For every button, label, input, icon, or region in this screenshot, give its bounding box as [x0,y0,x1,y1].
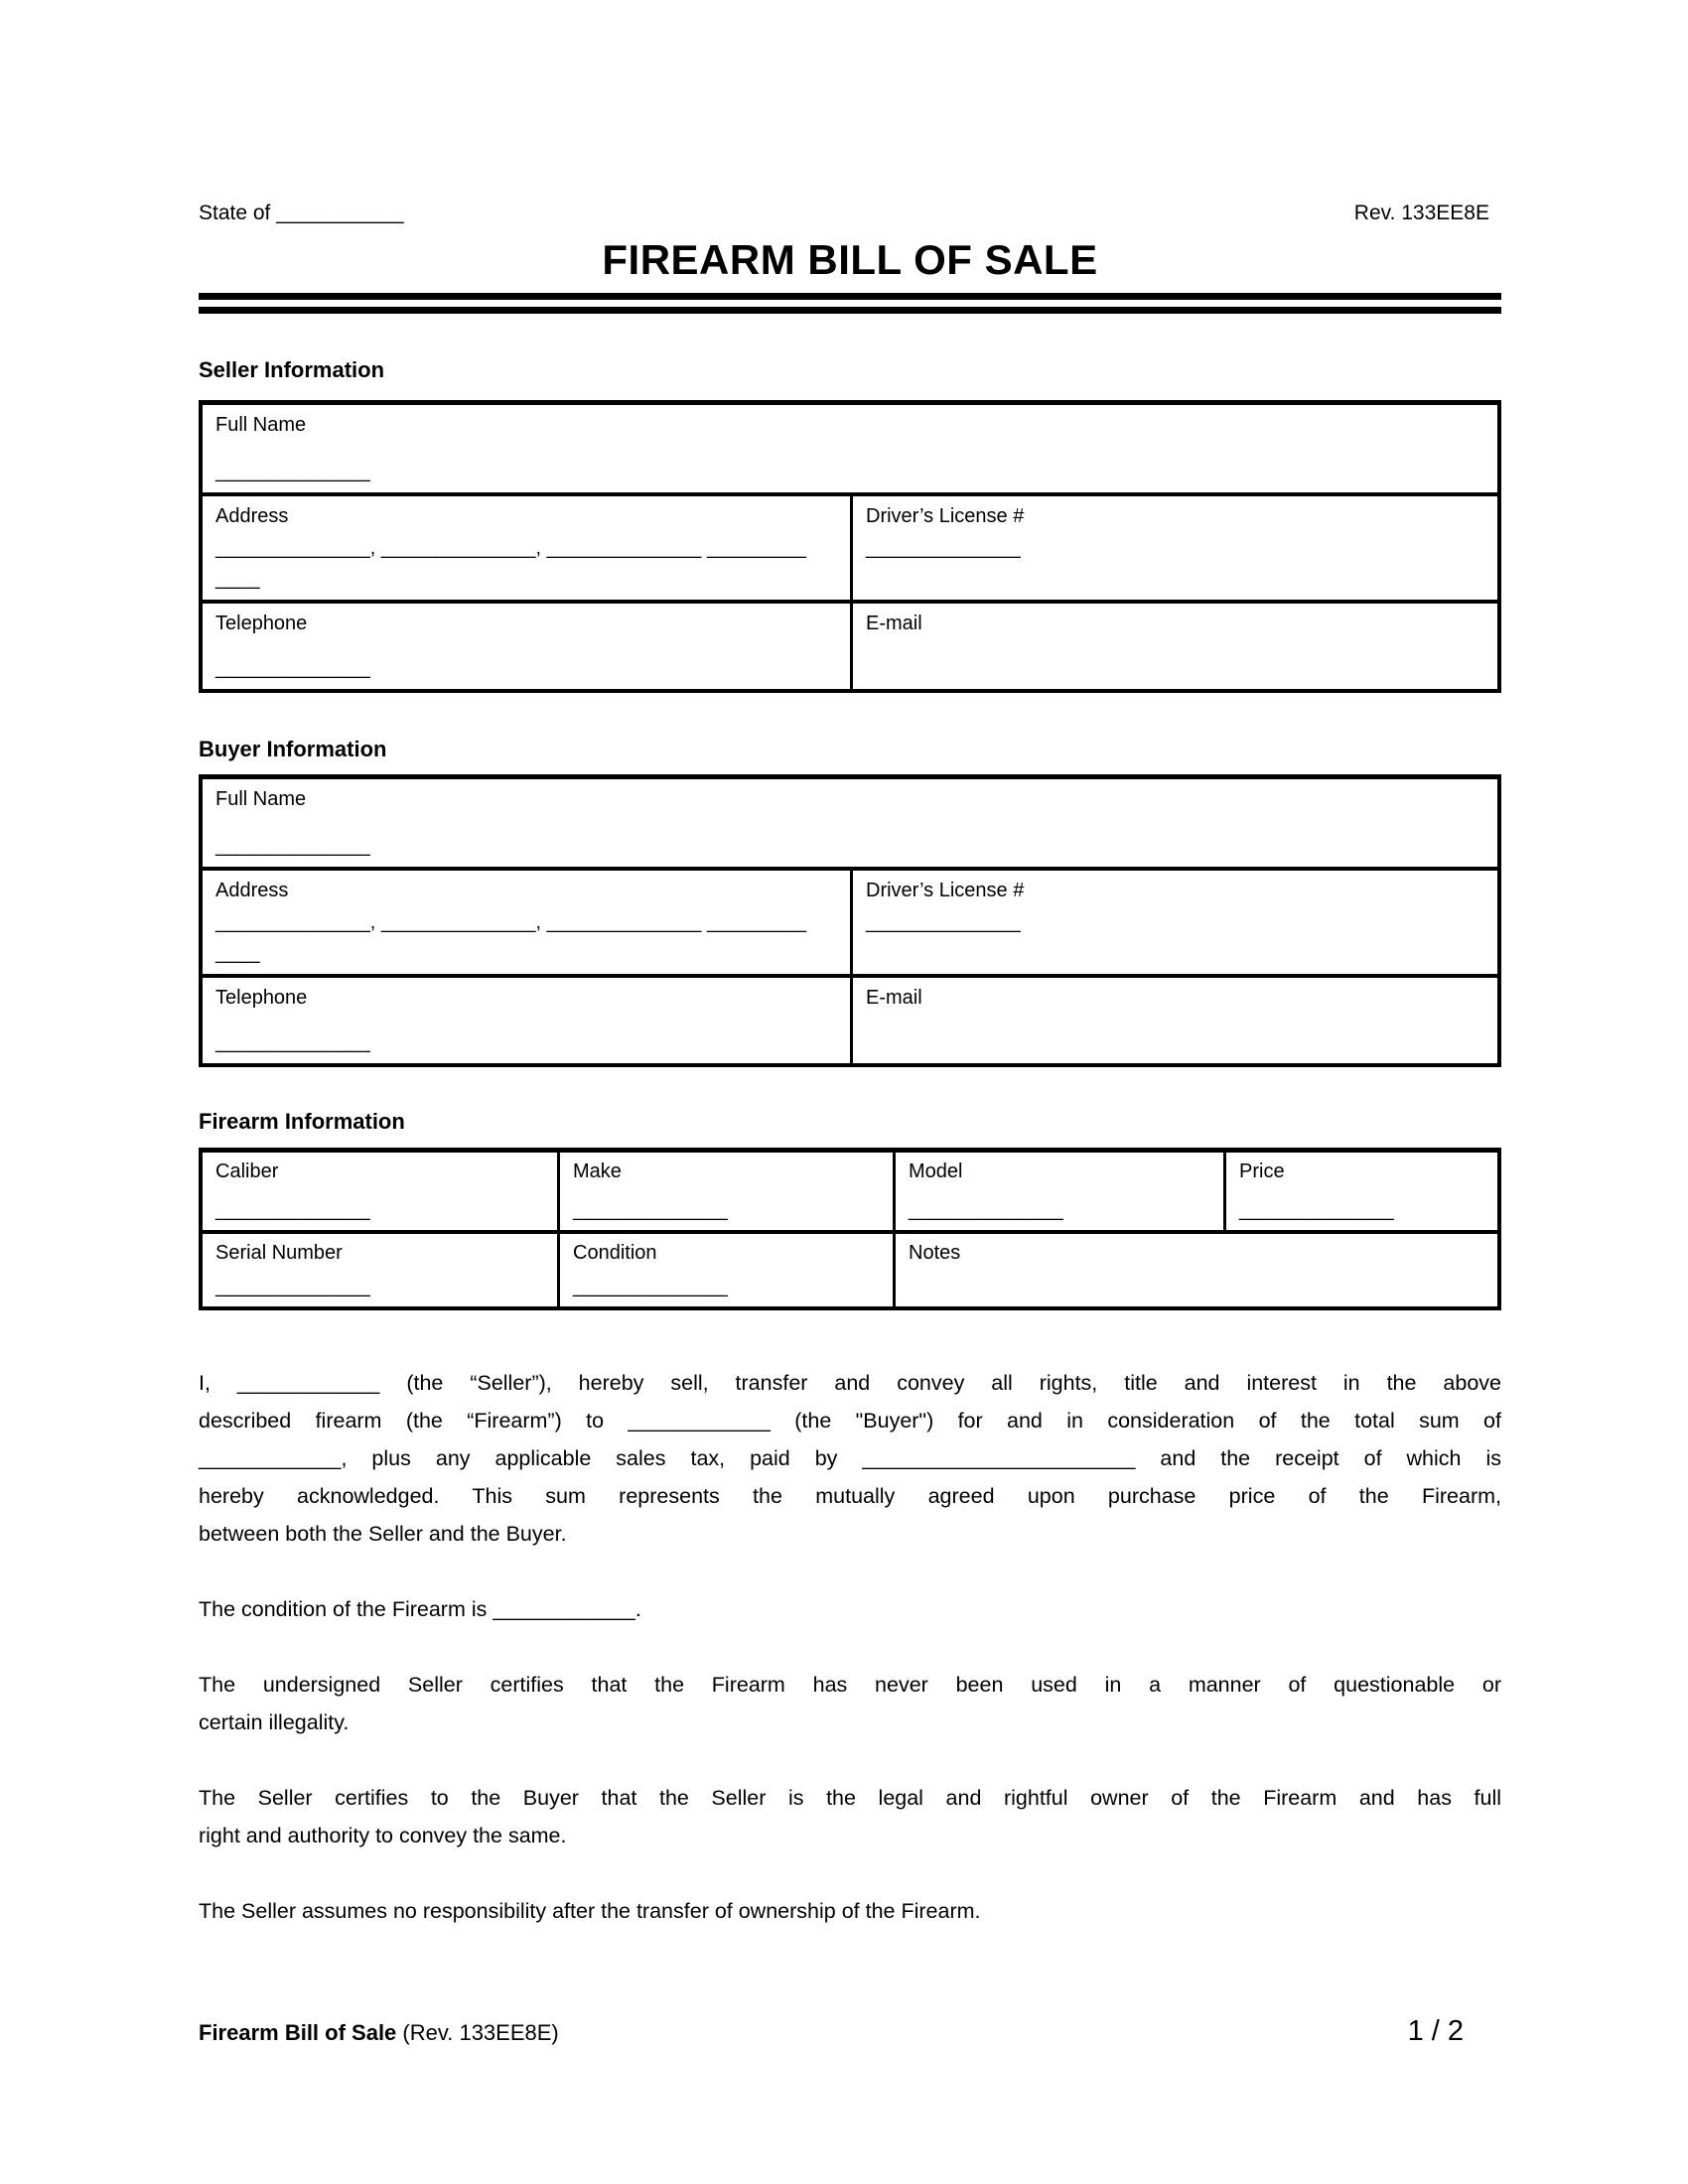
paragraph-ownership [199,1779,1501,1854]
address-blank-line2: ____ [215,942,260,964]
address-label: Address [215,880,289,901]
paragraph-legality [199,1666,1501,1741]
address-blank-line2: ____ [215,568,260,590]
paragraph-line: certain illegality. [199,1710,350,1734]
table-row [203,1153,1497,1230]
drivers-license-blank: ______________ [866,911,1021,933]
buyer-full-name-cell [203,779,1497,867]
state-of-field [199,202,404,225]
firearm-section-heading: Firearm Information [199,1109,405,1134]
table-row [203,867,1497,974]
table-row [203,779,1497,867]
telephone-label: Telephone [215,987,308,1009]
spacer [866,943,867,965]
paragraph-line: The undersigned Seller certifies that the Firearm has never been used in a manner of questionable or [199,1673,1501,1697]
model-cell [893,1153,1223,1230]
email-label: E-mail [866,987,922,1009]
state-of-blank: ___________ [276,202,404,224]
buyer-telephone-cell [203,978,850,1063]
paragraph-line: ____________, plus any applicable sales tax, paid by _______________________ and the receipt of which is [199,1446,1501,1470]
paragraph-line: The condition of the Firearm is ____________. [199,1597,641,1621]
seller-telephone-cell [203,604,850,689]
price-label: Price [1239,1160,1285,1182]
paragraph-line: The Seller assumes no responsibility after the transfer of ownership of the Firearm. [199,1899,981,1923]
paragraph-line: described firearm (the “Firearm”) to ____________ (the "Buyer") for and in consideration of the total sum of [199,1409,1501,1433]
firearm-info-table [199,1148,1501,1310]
caliber-blank: ______________ [215,1199,370,1221]
page-number: 1 / 2 [1407,2015,1464,2047]
address-blank-line1: ______________, ______________, ______________ _________ [215,536,807,559]
model-blank: ______________ [909,1199,1063,1221]
make-blank: ______________ [573,1199,728,1221]
serial-number-cell [203,1234,557,1306]
paragraph-line: I, ____________ (the “Seller”), hereby sell, transfer and convey all rights, title and interest in the above [199,1371,1501,1395]
caliber-label: Caliber [215,1160,279,1182]
seller-email-cell [850,604,1497,689]
notes-cell [893,1234,1497,1306]
serial-number-label: Serial Number [215,1242,343,1264]
table-row [203,600,1497,689]
full-name-label: Full Name [215,788,307,810]
buyer-drivers-license-cell [850,871,1497,974]
condition-cell [557,1234,893,1306]
model-label: Model [909,1160,963,1182]
agreement-text [199,1364,1501,1968]
revision-label: Rev. 133EE8E [1353,202,1489,224]
buyer-address-cell [203,871,850,974]
seller-section-heading: Seller Information [199,357,385,382]
table-row [203,974,1497,1063]
telephone-blank: ______________ [215,1031,370,1053]
full-name-blank: ______________ [215,835,370,857]
notes-label: Notes [909,1242,961,1264]
drivers-license-label: Driver’s License # [866,880,1025,901]
state-of-label: State of [199,202,271,224]
price-cell [1223,1153,1497,1230]
footer-document-title [199,2020,559,2046]
footer-revision: (Rev. 133EE8E) [402,2020,559,2045]
condition-label: Condition [573,1242,657,1264]
full-name-blank: ______________ [215,461,370,482]
make-label: Make [573,1160,622,1182]
page-footer [199,2015,1501,2048]
make-cell [557,1153,893,1230]
seller-address-cell [203,496,850,600]
address-blank-line1: ______________, ______________, ______________ _________ [215,910,807,933]
buyer-email-cell [850,978,1497,1063]
serial-number-blank: ______________ [215,1276,370,1297]
condition-blank: ______________ [573,1276,728,1297]
caliber-cell [203,1153,557,1230]
spacer [866,569,867,591]
seller-info-table [199,400,1501,693]
paragraph-line: hereby acknowledged. This sum represents the mutually agreed upon purchase price of the Firearm, [199,1484,1501,1508]
email-label: E-mail [866,613,922,634]
paragraph-line: between both the Seller and the Buyer. [199,1522,567,1546]
address-label: Address [215,505,289,527]
buyer-info-table [199,774,1501,1067]
footer-title-bold: Firearm Bill of Sale [199,2020,397,2045]
page-header [199,202,1489,225]
paragraph-responsibility [199,1892,1501,1930]
table-row [203,405,1497,492]
paragraph-line: The Seller certifies to the Buyer that the Seller is the legal and rightful owner of the Firearm and has full [199,1786,1501,1810]
seller-drivers-license-cell [850,496,1497,600]
document-title: FIREARM BILL OF SALE [602,236,1098,283]
drivers-license-blank: ______________ [866,537,1021,559]
title-double-rule [199,293,1501,314]
seller-full-name-cell [203,405,1497,492]
telephone-label: Telephone [215,613,308,634]
price-blank: ______________ [1239,1199,1394,1221]
table-row [203,492,1497,600]
table-row [203,1230,1497,1306]
telephone-blank: ______________ [215,657,370,679]
paragraph-condition [199,1590,1501,1628]
full-name-label: Full Name [215,414,307,436]
paragraph-sale-terms [199,1364,1501,1553]
drivers-license-label: Driver’s License # [866,505,1025,527]
paragraph-line: right and authority to convey the same. [199,1824,567,1847]
buyer-section-heading: Buyer Information [199,737,387,761]
